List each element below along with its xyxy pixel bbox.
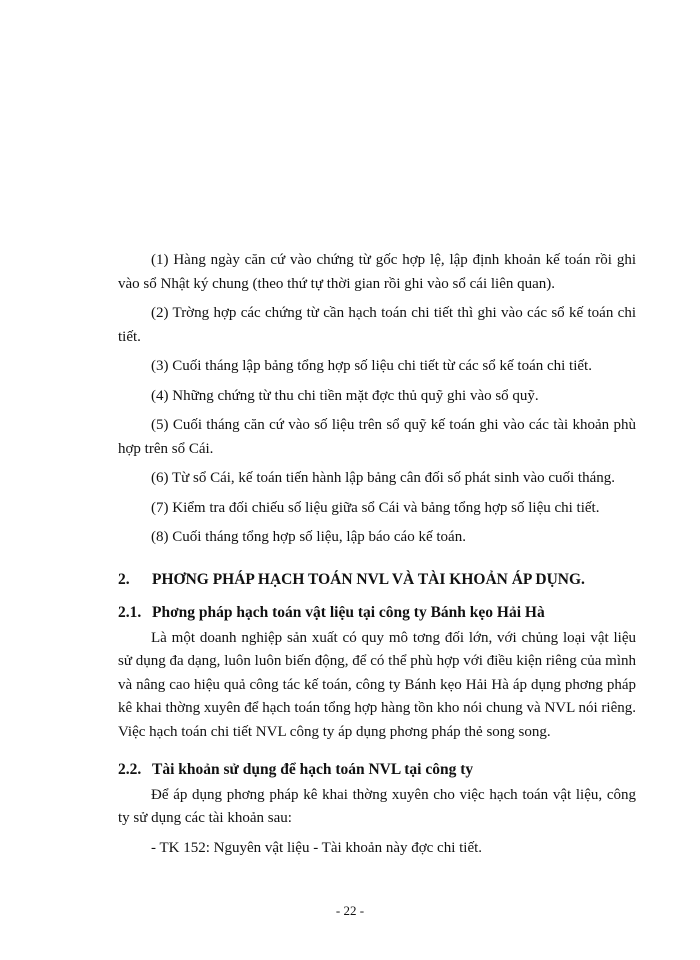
section-2-heading <box>118 568 636 592</box>
paragraph-step-7: (7) Kiểm tra đối chiếu số liệu giữa sổ Cái và bảng tổng hợp số liệu chi tiết. <box>151 499 600 516</box>
section-2-1-heading <box>118 601 636 625</box>
paragraph-step-1: (1) Hàng ngày căn cứ vào chứng từ gốc hợp lệ, lập định khoản kế toán rồi ghi vào sổ Nhật ký chung (theo thứ tự thời gian rồi ghi vào sổ cái liên quan). <box>118 252 636 292</box>
section-2-1-title: Phơng pháp hạch toán vật liệu tại công ty Bánh kẹo Hải Hà <box>152 604 545 621</box>
section-2-number: 2. <box>118 570 130 588</box>
section-2-2-body: Để áp dụng phơng pháp kê khai thờng xuyên cho việc hạch toán vật liệu, công ty sử dụng các tài khoản sau: <box>118 786 636 826</box>
page-content <box>118 249 636 860</box>
page-number: - 22 - <box>335 903 365 918</box>
paragraph-step-4: (4) Những chứng từ thu chi tiền mặt đợc thủ quỹ ghi vào sổ quỹ. <box>151 387 539 404</box>
paragraph-step-8: (8) Cuối tháng tổng hợp số liệu, lập báo cáo kế toán. <box>151 529 466 545</box>
section-2-1-number: 2.1. <box>118 604 142 621</box>
paragraph-step-2: (2) Trờng hợp các chứng từ cần hạch toán chi tiết thì ghi vào các sổ kế toán chi tiết. <box>118 305 636 345</box>
section-2-1-body: Là một doanh nghiệp sản xuất có quy mô tơng đối lớn, với chủng loại vật liệu sử dụng đa dạng, luôn luôn biến động, để có thể phù hợp với điều kiện riêng của mình và nâng cao hiệu quả công tác kế toán, công ty Bánh kẹo Hải Hà áp dụng phơng pháp kê khai thờng xuyên để hạch toán tổng hợp hàng tồn kho nói chung và NVL nói riêng. Việc hạch toán chi tiết NVL công ty áp dụng phơng pháp thẻ song song. <box>118 629 636 740</box>
paragraph-step-6: (6) Từ sổ Cái, kế toán tiến hành lập bảng cân đối số phát sinh vào cuối tháng. <box>151 470 616 486</box>
paragraph-step-5: (5) Cuối tháng căn cứ vào số liệu trên sổ quỹ kế toán ghi vào các tài khoản phù hợp trên sổ Cái. <box>118 417 636 457</box>
section-2-2-number: 2.2. <box>118 761 142 778</box>
paragraph-step-3: (3) Cuối tháng lập bảng tổng hợp số liệu chi tiết từ các sổ kế toán chi tiết. <box>151 358 592 374</box>
section-2-2-heading <box>118 758 636 782</box>
section-2-title: PHƠNG PHÁP HẠCH TOÁN NVL VÀ TÀI KHOẢN ÁP DỤNG. <box>152 570 585 588</box>
section-2-2-item: - TK 152: Nguyên vật liệu - Tài khoản này đợc chi tiết. <box>151 839 483 856</box>
section-2-2-title: Tài khoản sử dụng để hạch toán NVL tại công ty <box>152 761 474 778</box>
